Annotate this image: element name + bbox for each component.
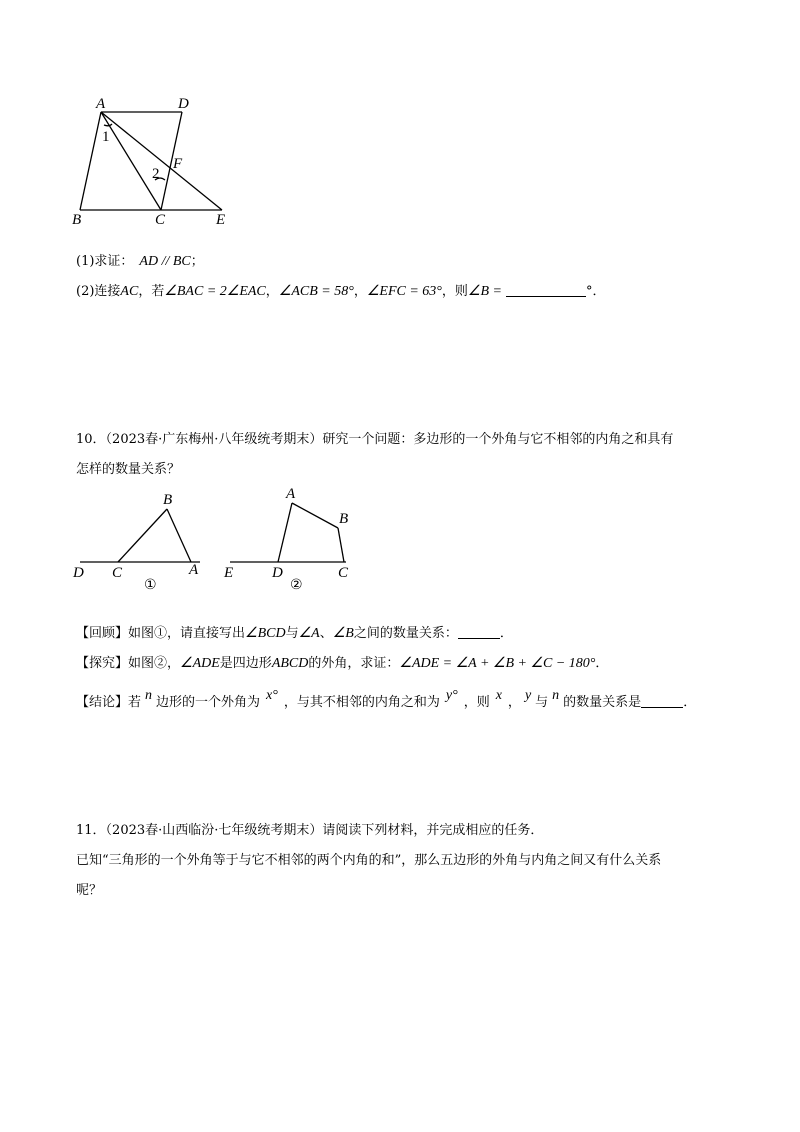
- label-A: A: [96, 96, 106, 112]
- answer-blank-review[interactable]: [458, 626, 500, 639]
- answer-blank-angle-b[interactable]: [506, 284, 586, 297]
- q10-explore: 【探究】如图②，∠ADE是四边形ABCD的外角，求证：∠ADE = ∠A + ∠B + ∠C − 180°．: [76, 656, 609, 671]
- label-D: D: [178, 96, 189, 112]
- fig1-label-A: A: [189, 562, 199, 578]
- figure1-marker: ①: [144, 577, 157, 593]
- q10-conclusion: 【结论】若 n 边形的一个外角为 x° ，与其不相邻的内角之和为 y° ，则 x ， y 与 n 的数量关系是 ．: [76, 688, 697, 710]
- label-E: E: [216, 212, 226, 228]
- q9-part2: (2)连接AC，若∠BAC = 2∠EAC，∠ACB = 58°，∠EFC = 63°，则∠B = °．: [76, 284, 606, 299]
- figure2-marker: ②: [290, 577, 303, 593]
- fig1-label-B: B: [163, 492, 173, 508]
- label-angle-2: 2: [152, 166, 160, 182]
- fig2-label-E: E: [224, 565, 234, 580]
- fig2-label-A: A: [286, 486, 296, 502]
- fig1-label-C: C: [112, 565, 123, 580]
- q9-part1: (1)求证： AD // BC；: [76, 254, 204, 269]
- answer-blank-conclusion[interactable]: [641, 695, 683, 708]
- q10-review: 【回顾】如图①，请直接写出∠BCD与∠A、∠B之间的数量关系： ．: [76, 626, 513, 641]
- figure-triangle: [68, 488, 213, 580]
- figure-quadrilateral: [218, 484, 358, 580]
- figure-quadrilateral-abcd: [66, 92, 246, 228]
- q11-stem-line3: 呢？: [76, 883, 103, 898]
- q11-stem-line1: 11．（2023春·山西临汾·七年级统考期末）请阅读下列材料，并完成相应的任务．: [76, 823, 544, 838]
- q10-stem-line2: 怎样的数量关系？: [76, 462, 181, 477]
- label-B: B: [72, 212, 82, 228]
- fig1-label-D: D: [73, 565, 84, 580]
- fig2-label-C: C: [338, 565, 349, 580]
- q11-stem-line2: 已知“三角形的一个外角等于与它不相邻的两个内角的和”，那么五边形的外角与内角之间又有什么关系: [76, 853, 662, 868]
- label-C: C: [155, 212, 166, 228]
- q10-stem-line1: 10．（2023春·广东梅州·八年级统考期末）研究一个问题：多边形的一个外角与它不相邻的内角之和具有: [76, 432, 674, 447]
- fig2-label-D: D: [272, 565, 283, 580]
- label-F: F: [173, 156, 183, 172]
- fig2-label-B: B: [339, 511, 349, 527]
- label-angle-1: 1: [102, 129, 110, 145]
